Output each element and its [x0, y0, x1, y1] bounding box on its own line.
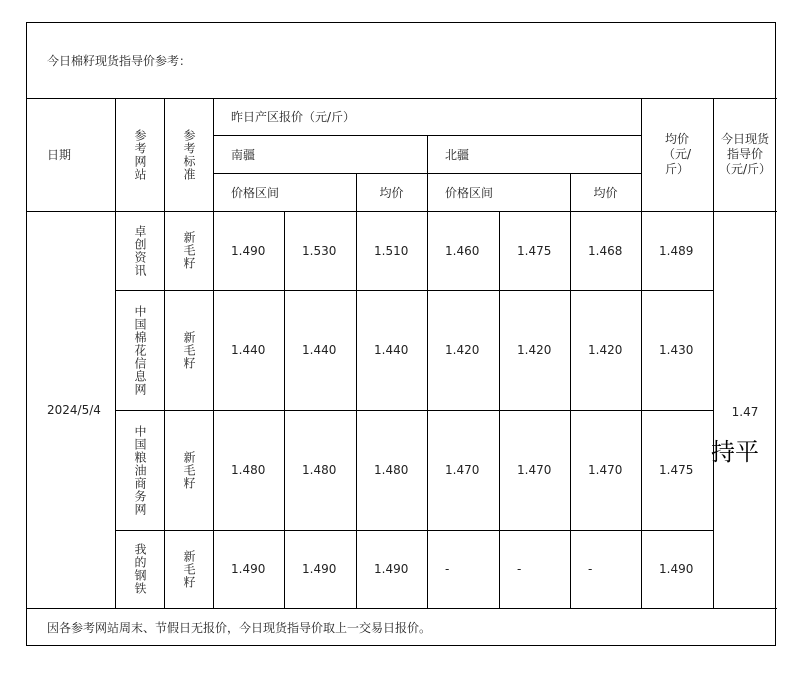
south-avg: 1.440 — [374, 343, 409, 357]
north-high: 1.420 — [517, 343, 552, 357]
row-site: 中国棉花信息网 — [133, 304, 147, 396]
header-overall-avg: 均价（元/斤） — [662, 132, 692, 176]
footnote: 因各参考网站周末、节假日无报价，今日现货指导价取上一交易日报价。 — [47, 620, 432, 635]
header-south-avg: 均价 — [379, 185, 404, 200]
south-low: 1.480 — [231, 463, 266, 477]
south-low: 1.440 — [231, 343, 266, 357]
header-north-range: 价格区间 — [445, 185, 494, 200]
table-title: 今日棉籽现货指导价参考： — [47, 54, 192, 68]
south-avg: 1.510 — [374, 243, 409, 258]
north-avg: - — [588, 562, 593, 576]
south-low: 1.490 — [231, 562, 266, 576]
header-north: 北疆 — [445, 147, 470, 162]
north-avg: 1.470 — [588, 463, 623, 477]
guide-trend: 持平 — [711, 437, 759, 466]
south-low: 1.490 — [231, 243, 266, 258]
header-date: 日期 — [47, 148, 72, 162]
south-high: 1.440 — [302, 343, 337, 357]
south-high: 1.530 — [302, 243, 337, 258]
south-high: 1.480 — [302, 463, 337, 477]
north-low: 1.460 — [445, 243, 480, 258]
north-low: 1.420 — [445, 343, 480, 357]
north-low: 1.470 — [445, 463, 480, 477]
overall-avg: 1.490 — [659, 562, 694, 576]
overall-avg: 1.430 — [659, 343, 694, 357]
overall-avg: 1.489 — [659, 243, 694, 258]
north-high: 1.475 — [517, 243, 552, 258]
header-south-range: 价格区间 — [231, 185, 280, 200]
north-avg: 1.420 — [588, 343, 623, 357]
header-site: 参考网站 — [133, 128, 147, 181]
row-standard: 新毛籽 — [182, 549, 196, 589]
date-value: 2024/5/4 — [47, 402, 101, 417]
north-avg: 1.468 — [588, 243, 623, 258]
guide-price-value: 1.47 — [731, 404, 759, 419]
header-south: 南疆 — [231, 147, 256, 162]
row-site: 卓创资讯 — [133, 224, 147, 277]
north-high: - — [517, 562, 522, 576]
south-avg: 1.480 — [374, 463, 409, 477]
header-standard: 参考标准 — [182, 128, 196, 181]
row-standard: 新毛籽 — [182, 330, 196, 370]
header-guide-price: 今日现货指导价（元/斤） — [719, 132, 772, 176]
north-low: - — [445, 562, 450, 576]
south-high: 1.490 — [302, 562, 337, 576]
price-table — [26, 22, 776, 646]
south-avg: 1.490 — [374, 562, 409, 576]
header-prev-quote: 昨日产区报价（元/斤） — [231, 110, 356, 124]
row-standard: 新毛籽 — [182, 450, 196, 490]
row-site: 中国粮油商务网 — [133, 424, 147, 516]
overall-avg: 1.475 — [659, 463, 694, 477]
header-north-avg: 均价 — [593, 185, 618, 200]
row-site: 我的钢铁 — [133, 543, 147, 595]
north-high: 1.470 — [517, 463, 552, 477]
row-standard: 新毛籽 — [182, 231, 196, 270]
